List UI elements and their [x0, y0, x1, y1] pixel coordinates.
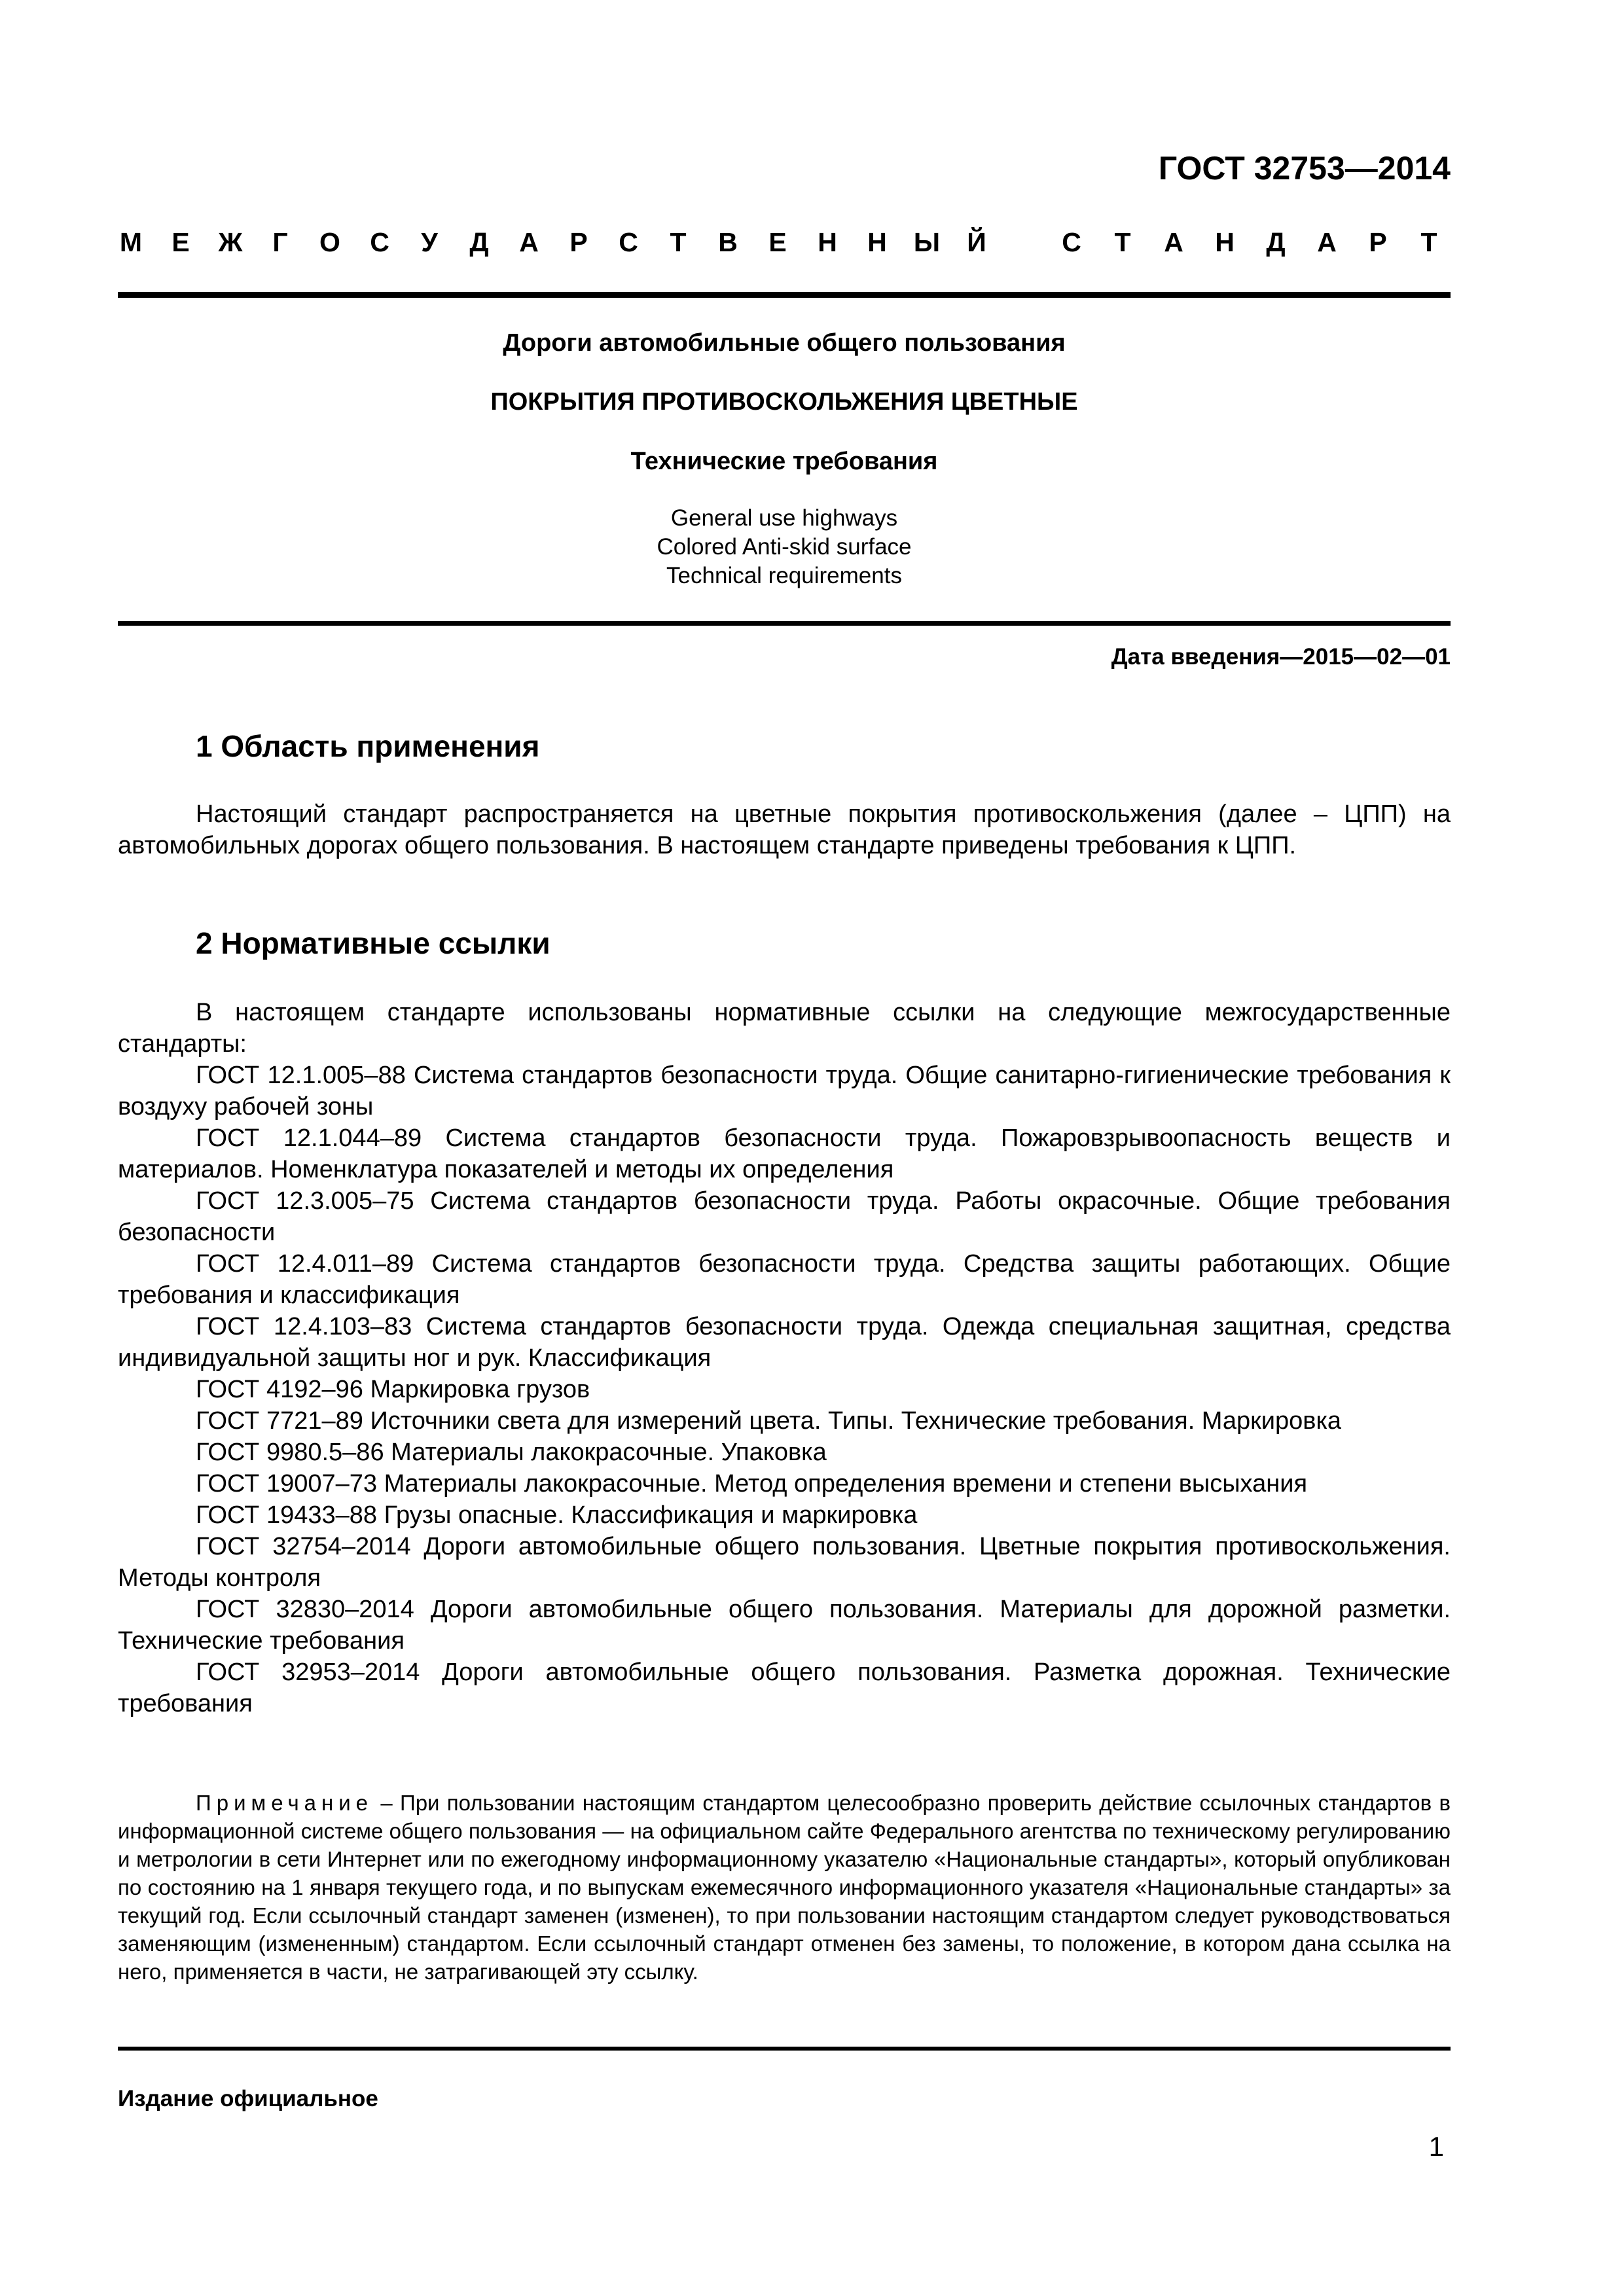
reference-item: ГОСТ 9980.5–86 Материалы лакокрасочные. Упаковка — [196, 1439, 827, 1466]
banner-letter: Н — [867, 227, 887, 257]
edition-label: Издание официальное — [118, 2086, 378, 2111]
section-heading-scope: 1 Область применения — [196, 729, 540, 763]
reference-item: ГОСТ 32754–2014 Дороги автомобильные общего пользования. Цветные покрытия противоскольжения. Методы контроля — [118, 1533, 1451, 1592]
title-main: ПОКРЫТИЯ ПРОТИВОСКОЛЬЖЕНИЯ ЦВЕТНЫЕ — [490, 388, 1078, 416]
section-heading-references: 2 Нормативные ссылки — [196, 926, 550, 960]
banner-letter: Т — [1114, 227, 1131, 257]
banner-letter: Г — [272, 227, 288, 257]
banner-letter: Т — [670, 227, 687, 257]
banner-letter: Н — [818, 227, 837, 257]
banner-letter: А — [1164, 227, 1183, 257]
reference-item: ГОСТ 32953–2014 Дороги автомобильные общего пользования. Разметка дорожная. Технические требования — [118, 1659, 1451, 1717]
banner-letter: С — [370, 227, 389, 257]
reference-item: ГОСТ 12.4.011–89 Система стандартов безопасности труда. Средства защиты работающих. Общие требования и классификация — [118, 1250, 1451, 1309]
reference-item: ГОСТ 12.4.103–83 Система стандартов безопасности труда. Одежда специальная защитная, средства индивидуальной защиты ног и рук. Классификация — [118, 1313, 1451, 1372]
reference-item: ГОСТ 19007–73 Материалы лакокрасочные. Метод определения времени и степени высыхания — [196, 1470, 1308, 1498]
paragraph: Настоящий стандарт распространяется на цветные покрытия противоскольжения (далее – ЦПП) на автомобильных дорогах общего пользования. В настоящем стандарте приведены требования к ЦПП. — [118, 800, 1451, 859]
title-roads: Дороги автомобильные общего пользования — [503, 329, 1066, 357]
banner-letter: Е — [171, 227, 190, 257]
document-number: ГОСТ 32753—2014 — [1158, 150, 1451, 187]
reference-item: ГОСТ 7721–89 Источники света для измерений цвета. Типы. Технические требования. Маркировка — [196, 1407, 1342, 1435]
note-label: Примечание — [196, 1791, 374, 1815]
banner-letter: С — [619, 227, 638, 257]
banner-letter: А — [1317, 227, 1337, 257]
note-text: – При пользовании настоящим стандартом целесообразно проверить действие ссылочных стандартов в информационной системе общего пользования — на официальном сайте Федерального агентства по техническому регулированию и метрологии в сети Интернет или по ежегодному информационному указателю «Национальные стандарты», который опубликован по состоянию на 1 января текущего года, и по выпускам ежемесячного информационного указателя «Национальные стандарты» за текущий год. Если ссылочный стандарт заменен (изменен), то при пользовании настоящим стандартом следует руководствоваться заменяющим (измененным) стандартом. Если ссылочный стандарт отменен без замены, то положение, в котором дана ссылка на него, применяется в части, не затрагивающей эту ссылку. — [118, 1791, 1451, 1984]
banner-letter: Н — [1215, 227, 1235, 257]
english-title-line: Colored Anti-skid surface — [657, 534, 912, 560]
banner-letter: Р — [569, 227, 588, 257]
banner-letter: В — [718, 227, 738, 257]
banner-letter: Д — [469, 227, 489, 257]
reference-item: ГОСТ 4192–96 Маркировка грузов — [196, 1376, 590, 1403]
section-body-scope — [118, 798, 1451, 861]
banner-letter: Р — [1369, 227, 1387, 257]
section-body-references — [118, 997, 1451, 1719]
paragraph: В настоящем стандарте использованы нормативные ссылки на следующие межгосударственные стандарты: — [118, 999, 1451, 1058]
note-block — [118, 1789, 1451, 1986]
english-title-line: Technical requirements — [666, 563, 902, 588]
banner-letter: Д — [1266, 227, 1286, 257]
banner-letter: А — [519, 227, 539, 257]
reference-item: ГОСТ 12.1.044–89 Система стандартов безопасности труда. Пожаровзрывоопасность веществ и материалов. Номенклатура показателей и методы их определения — [118, 1124, 1451, 1183]
reference-item: ГОСТ 12.3.005–75 Система стандартов безопасности труда. Работы окрасочные. Общие требования безопасности — [118, 1187, 1451, 1246]
banner-letter: С — [1062, 227, 1081, 257]
reference-item: ГОСТ 19433–88 Грузы опасные. Классификация и маркировка — [196, 1501, 918, 1529]
banner-letter: Й — [967, 227, 986, 257]
reference-item: ГОСТ 12.1.005–88 Система стандартов безопасности труда. Общие санитарно-гигиенические требования к воздуху рабочей зоны — [118, 1062, 1451, 1121]
reference-item: ГОСТ 32830–2014 Дороги автомобильные общего пользования. Материалы для дорожной разметки. Технические требования — [118, 1596, 1451, 1655]
banner-letter: У — [421, 227, 438, 257]
title-technical: Технические требования — [630, 448, 938, 475]
banner-letter: Ж — [218, 227, 243, 257]
header-divider — [118, 292, 1451, 298]
footer-divider — [118, 2047, 1451, 2051]
page-number: 1 — [1428, 2131, 1444, 2162]
title-divider — [118, 621, 1451, 626]
english-title — [118, 504, 1451, 590]
banner-letter: М — [119, 227, 143, 257]
banner-letter: Т — [1420, 227, 1437, 257]
banner-letter: Ы — [913, 227, 941, 257]
english-title-line: General use highways — [670, 505, 898, 531]
introduction-date: Дата введения—2015—02—01 — [1111, 644, 1451, 670]
banner-letter: О — [319, 227, 340, 257]
document-page — [118, 0, 1451, 2296]
banner-letter: Е — [768, 227, 787, 257]
interstate-standard-banner — [118, 223, 1451, 262]
